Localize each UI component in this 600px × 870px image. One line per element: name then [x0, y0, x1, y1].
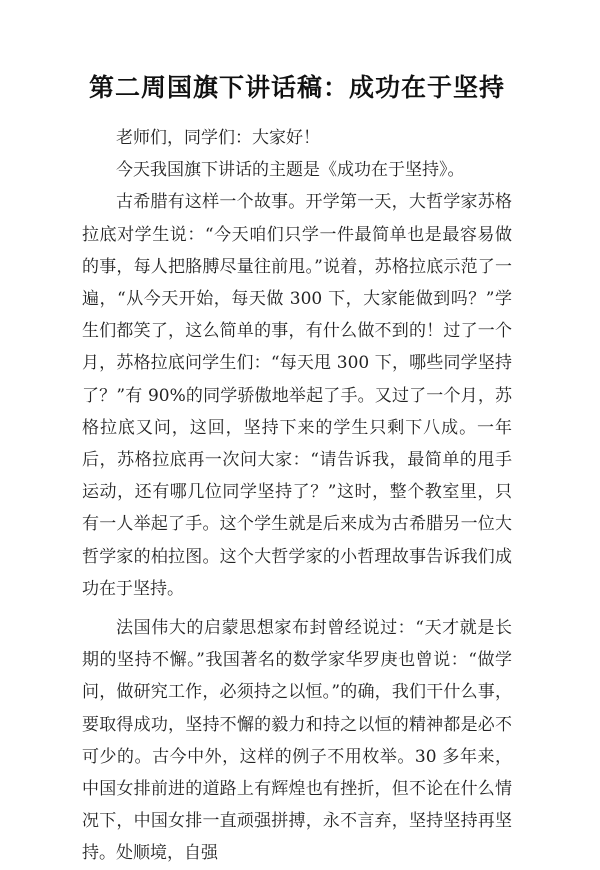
greeting-paragraph: 老师们，同学们：大家好！: [116, 128, 320, 148]
topic-paragraph: 今天我国旗下讲话的主题是《成功在于坚持》。: [116, 160, 465, 181]
document-body: [82, 122, 512, 870]
quote-paragraph: 法国伟大的启蒙思想家布封曾经说过：“天才就是长期的坚持不懈。”我国著名的数学家华罗庚也曾说：“做学问，做研究工作，必须持之以恒。”的确，我们干什么事，要取得成功，坚持不懈的毅力和持之以恒的精神都是必不可少的。古今中外，这样的例子不用枚举。30 多年来，中国女排前进的道路上有辉煌也有挫折，但不论在什么情况下，中国女排一直顽强拼搏，永不言弃，坚持坚持再坚持。处顺境，自强: [82, 618, 512, 864]
document-title: 第二周国旗下讲话稿：成功在于坚持: [88, 73, 505, 102]
story-paragraph: 古希腊有这样一个故事。开学第一天，大哲学家苏格拉底对学生说：“今天咱们只学一件最简单也是最容易做的事，每人把胳膊尽量往前甩。”说着，苏格拉底示范了一遍，“从今天开始，每天做 300 下，大家能做到吗？”学生们都笑了，这么简单的事，有什么做不到的！过了一个月，苏格拉底问学生们：“每天甩 300 下，哪些同学坚持了？”有 90%的同学骄傲地举起了手。又过了一个月，苏格拉底又问，这回，坚持下来的学生只剩下八成。一年后，苏格拉底再一次问大家：“请告诉我，最简单的甩手运动，还有哪几位同学坚持了？”这时，整个教室里，只有一人举起了手。这个学生就是后来成为古希腊另一位大哲学家的柏拉图。这个大哲学家的小哲理故事告诉我们成功在于坚持。: [82, 192, 512, 599]
